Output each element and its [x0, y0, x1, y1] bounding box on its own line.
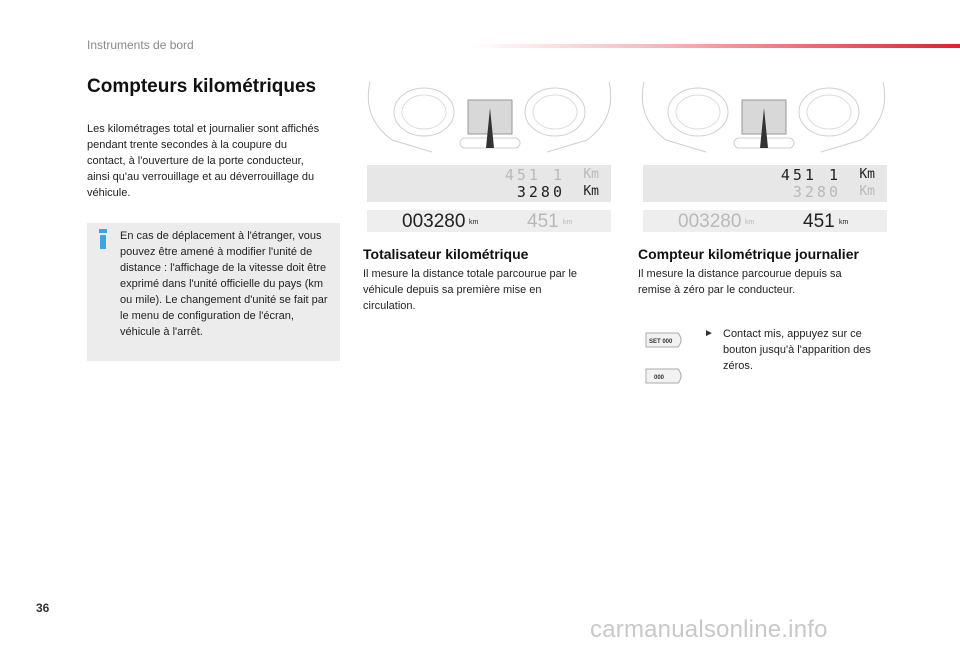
header-accent-bar: [470, 44, 960, 48]
intro-paragraph: Les kilométrages total et journalier sont affichés pendant trente secondes à la coupure du contact, à l'ouverture de la porte conducteur, ainsi qu'au verrouillage et au déverrouillage du véhicule.: [87, 123, 320, 199]
svg-text:SET 000: SET 000: [649, 339, 673, 345]
section-header: Instruments de bord: [87, 38, 194, 52]
info-note: [87, 223, 340, 361]
instrument-cluster-illustration-total: [362, 78, 617, 156]
lcd-display-total: 451 1 Km 3280 Km: [367, 165, 611, 202]
page-number: 36: [36, 601, 50, 615]
journalier-title: Compteur kilométrique journalier: [638, 246, 859, 262]
totalisateur-title: Totalisateur kilométrique: [363, 246, 529, 262]
instrument-cluster-illustration-trip: [636, 78, 891, 156]
trip-reset-button-set-illustration: [644, 331, 684, 349]
journalier-description: Il mesure la distance parcourue depuis sa remise à zéro par le conducteur.: [638, 268, 842, 296]
totalisateur-description: Il mesure la distance totale parcourue par le véhicule depuis sa première mise en circulation.: [363, 268, 578, 312]
odometer-strip-total: 003280 km 451 km: [367, 210, 611, 232]
lcd-display-trip: 451 1 Km 3280 Km: [643, 165, 887, 202]
svg-text:000: 000: [654, 375, 665, 381]
reset-instruction: Contact mis, appuyez sur ce bouton jusqu'à l'apparition des zéros.: [723, 328, 871, 372]
page-title: Compteurs kilométriques: [87, 76, 317, 97]
odometer-strip-trip: 003280 km 451 km: [643, 210, 887, 232]
trip-reset-button-illustration: [644, 367, 684, 385]
info-icon: [99, 229, 107, 249]
info-note-text: En cas de déplacement à l'étranger, vous pouvez être amené à modifier l'unité de distance : l'affichage de la vitesse doit être exprimé dans l'unité officielle du pays (km ou mile). Le changement d'unité se fait par le menu de configuration de l'écran, véhicule à l'arrêt.: [120, 230, 328, 338]
watermark: carmanualsonline.info: [590, 616, 828, 643]
bullet-marker: ►: [704, 328, 714, 339]
